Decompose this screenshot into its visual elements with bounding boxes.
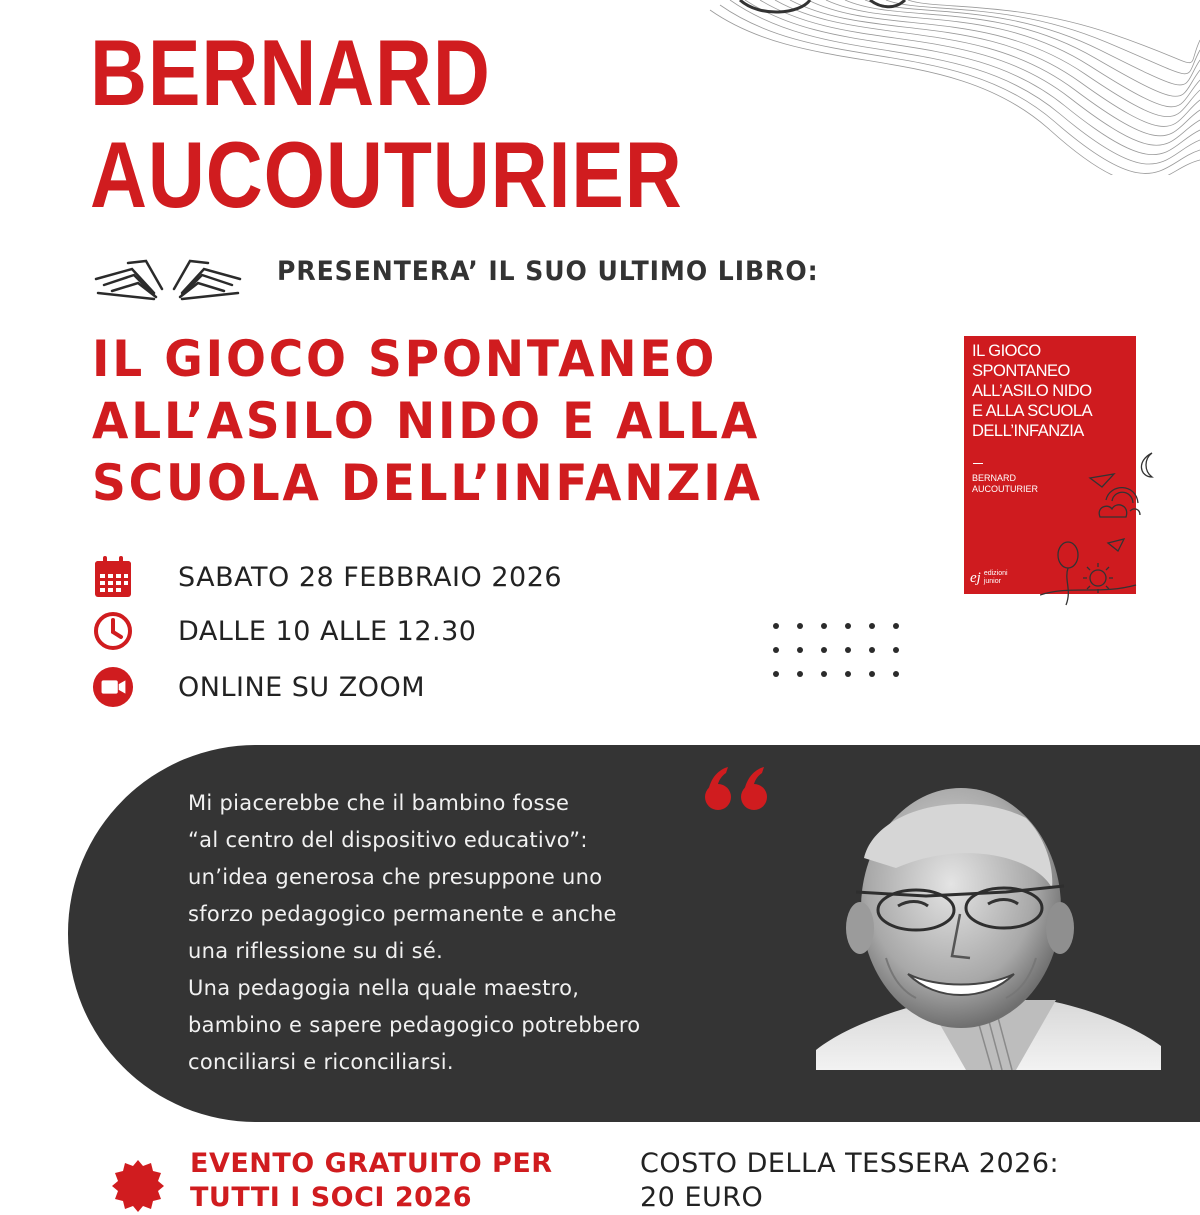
cover-title [972,341,1092,441]
cover-author-line: AUCOUTURIER [972,484,1039,494]
book-title-line: IL GIOCO SPONTANEO [92,330,718,388]
cover-title-line: SPONTANEO [972,362,1070,380]
publisher-line: edizioni [983,570,1008,577]
book-title [92,328,763,514]
clock-icon [92,610,134,652]
author-portrait [816,788,1161,1070]
cover-divider [973,463,983,464]
cover-title-line: E ALLA SCUOLA [972,402,1093,420]
cover-author [972,473,1038,495]
cover-title-line: DELL’INFANZIA [972,422,1084,440]
membership-cost-line: 20 EURO [640,1182,764,1213]
event-date-row [92,554,563,600]
quote-line: “al centro del dispositivo educativo”: [188,828,588,852]
free-event-notice [190,1147,553,1215]
quote-line: una riflessione su di sé. [188,939,444,963]
presents-label: PRESENTERA’ IL SUO ULTIMO LIBRO: [277,256,819,287]
author-last-name: AUCOUTURIER [90,122,683,227]
decorative-wave-lines [690,0,1200,175]
publisher-line: junior [983,578,1001,585]
event-location-row [92,664,426,710]
quote-line: conciliarsi e riconciliarsi. [188,1050,454,1074]
membership-cost [640,1147,1059,1215]
cover-title-line: IL GIOCO [972,342,1041,360]
quote-text [188,785,640,1081]
membership-cost-line: COSTO DELLA TESSERA 2026: [640,1148,1060,1179]
event-date: SABATO 28 FEBBRAIO 2026 [178,561,563,593]
quote-line: sforzo pedagogico permanente e anche [188,902,617,926]
cover-publisher [970,570,1008,586]
author-first-name: BERNARD [90,20,491,125]
free-event-line: TUTTI I SOCI 2026 [190,1182,472,1213]
event-time-row [92,608,477,654]
cover-doodle-illustration [1040,445,1180,610]
book-title-line: SCUOLA DELL’INFANZIA [92,454,763,512]
quote-line: un’idea generosa che presuppone uno [188,865,603,889]
video-camera-icon [92,666,134,708]
quote-line: Una pedagogia nella quale maestro, [188,976,580,1000]
free-event-line: EVENTO GRATUITO PER [190,1148,553,1179]
seal-badge-icon [110,1158,166,1214]
quote-line: Mi piacerebbe che il bambino fosse [188,791,570,815]
quote-line: bambino e sapere pedagogico potrebbero [188,1013,641,1037]
book-title-line: ALL’ASILO NIDO E ALLA [92,392,761,450]
event-location: ONLINE SU ZOOM [178,671,426,703]
open-book-icon [92,255,244,301]
cover-author-line: BERNARD [972,473,1017,483]
cover-title-line: ALL’ASILO NIDO [972,382,1092,400]
decorative-dot-grid [768,618,908,682]
calendar-icon [92,556,134,598]
author-name [90,22,683,226]
quote-icon [702,763,774,813]
event-time: DALLE 10 ALLE 12.30 [178,615,477,647]
publisher-logo: ej [970,570,981,586]
